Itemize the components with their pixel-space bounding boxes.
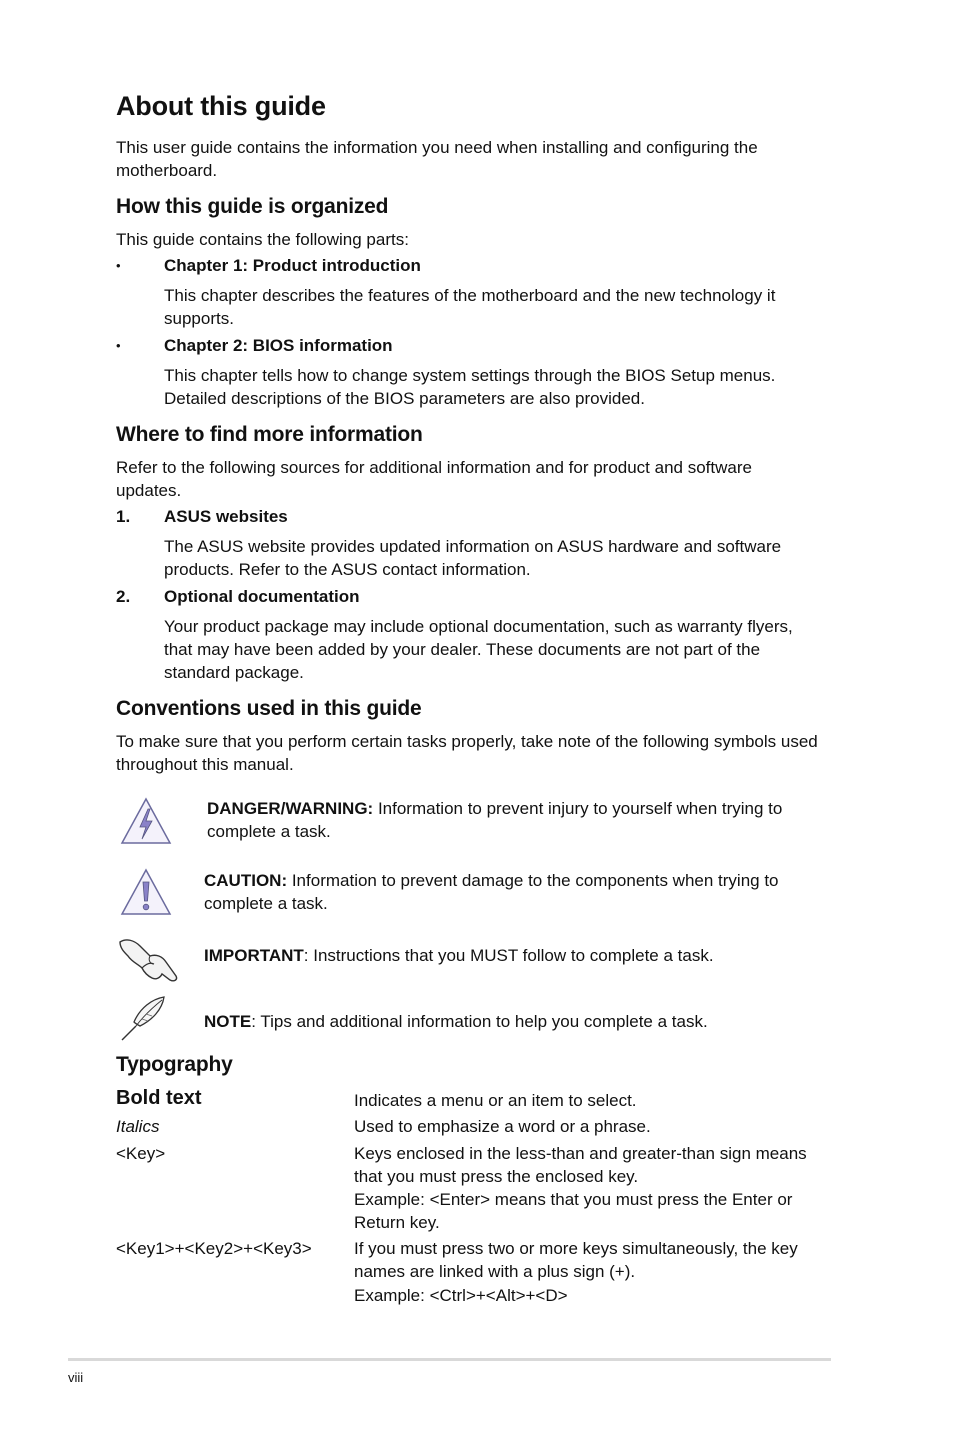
lightning-warning-icon (118, 795, 174, 847)
note-note (204, 1010, 824, 1033)
caution-note (204, 869, 824, 915)
organized-lead: This guide contains the following parts: (116, 230, 409, 249)
typography-desc-bold: Indicates a menu or an item to select. (354, 1091, 637, 1110)
list-number: 1. (116, 507, 131, 526)
typography-desc-key-example: Example: <Enter> means that you must press the Enter or Return key. (354, 1190, 793, 1232)
typography-term-italics: Italics (116, 1117, 160, 1136)
important-label: IMPORTANT (204, 946, 304, 965)
typography-desc-key-combo-example: Example: <Ctrl>+<Alt>+<D> (354, 1286, 568, 1305)
section-heading-organized: How this guide is organized (116, 195, 389, 218)
caution-text: Information to prevent damage to the components when trying to complete a task. (204, 871, 779, 913)
footer-rule (68, 1358, 831, 1361)
typography-desc-italics: Used to emphasize a word or a phrase. (354, 1117, 651, 1136)
optional-docs-title: Optional documentation (164, 587, 360, 606)
more-info-lead: Refer to the following sources for additional information and for product and software updates. (116, 458, 752, 500)
warning-label: DANGER/WARNING: (207, 799, 374, 818)
chapter-1-text: This chapter describes the features of the motherboard and the new technology it supports. (164, 286, 776, 328)
caution-label: CAUTION: (204, 871, 288, 890)
typography-desc-key-combo: If you must press two or more keys simultaneously, the key names are linked with a plus sign (+). (354, 1239, 798, 1281)
section-heading-typography: Typography (116, 1053, 233, 1076)
note-label: NOTE (204, 1012, 252, 1031)
conventions-lead: To make sure that you perform certain tasks properly, take note of the following symbols used throughout this manual. (116, 732, 818, 774)
typography-desc-key: Keys enclosed in the less-than and greater-than sign means that you must press the enclosed key. (354, 1144, 807, 1186)
important-note (204, 944, 824, 967)
chapter-2-text: This chapter tells how to change system settings through the BIOS Setup menus. Detailed descriptions of the BIOS parameters are also provided. (164, 366, 776, 408)
warning-text: Information to prevent injury to yourself when trying to complete a task. (207, 799, 783, 841)
warning-note (207, 797, 827, 843)
asus-websites-title: ASUS websites (164, 507, 288, 526)
chapter-1-title: Chapter 1: Product introduction (164, 256, 421, 275)
list-number: 2. (116, 587, 131, 606)
typography-term-key: <Key> (116, 1144, 166, 1163)
important-text: : Instructions that you MUST follow to complete a task. (303, 946, 714, 965)
intro-paragraph: This user guide contains the information you need when installing and configuring the motherboard. (116, 138, 758, 180)
optional-docs-text: Your product package may include optional documentation, such as warranty flyers, that may have been added by your dealer. These documents are not part of the standard package. (164, 617, 793, 682)
note-text: : Tips and additional information to help you complete a task. (251, 1012, 708, 1031)
bullet-marker: • (116, 258, 121, 273)
pointing-hand-icon (116, 934, 182, 984)
page-title: About this guide (116, 91, 326, 121)
typography-term-bold: Bold text (116, 1087, 202, 1109)
bullet-marker: • (116, 338, 121, 353)
page-number: viii (68, 1370, 84, 1385)
feather-pen-icon (116, 994, 172, 1044)
section-heading-more-info: Where to find more information (116, 423, 423, 446)
typography-term-key-combo: <Key1>+<Key2>+<Key3> (116, 1239, 312, 1258)
chapter-2-title: Chapter 2: BIOS information (164, 336, 393, 355)
asus-websites-text: The ASUS website provides updated information on ASUS hardware and software products. Refer to the ASUS contact information. (164, 537, 782, 579)
section-heading-conventions: Conventions used in this guide (116, 697, 422, 720)
exclamation-caution-icon (118, 866, 174, 918)
